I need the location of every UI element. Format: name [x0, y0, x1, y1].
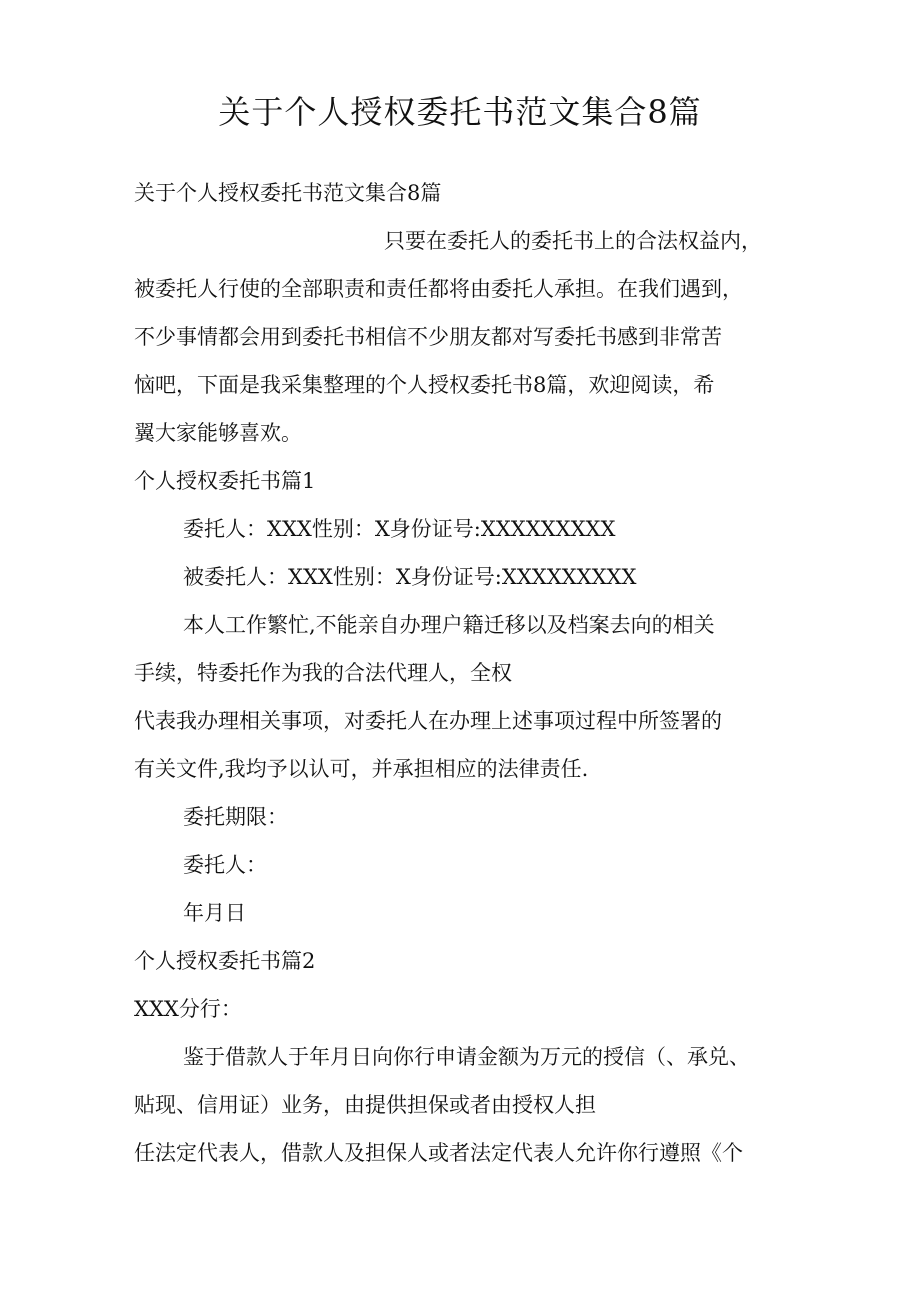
- section-heading: 个人授权委托书篇2: [134, 949, 316, 973]
- body-line: 委托期限：: [183, 805, 288, 829]
- body-line: 委托人：: [183, 853, 267, 877]
- body-line: 代表我办理相关事项，对委托人在办理上述事项过程中所签署的: [134, 709, 722, 733]
- body-line: 翼大家能够喜欢。: [134, 421, 302, 445]
- body-line: 委托人：XXX性别：X身份证号:XXXXXXXXX: [183, 517, 616, 541]
- body-line: 被委托人：XXX性别：X身份证号:XXXXXXXXX: [183, 565, 637, 589]
- section-heading: 个人授权委托书篇1: [134, 469, 316, 493]
- body-line: 有关文件,我均予以认可，并承担相应的法律责任.: [134, 757, 589, 781]
- intro-heading: 关于个人授权委托书范文集合8篇: [134, 181, 442, 205]
- body-line: 本人工作繁忙,不能亲自办理户籍迁移以及档案去向的相关: [183, 613, 715, 637]
- body-line: XXX分行：: [134, 997, 242, 1021]
- body-line: 只要在委托人的委托书上的合法权益内，: [384, 229, 762, 253]
- body-line: 贴现、信用证）业务，由提供担保或者由授权人担: [134, 1093, 596, 1117]
- body-line: 手续，特委托作为我的合法代理人，全权: [134, 661, 512, 685]
- body-line: 任法定代表人，借款人及担保人或者法定代表人允许你行遵照《个: [134, 1141, 743, 1165]
- body-line: 被委托人行使的全部职责和责任都将由委托人承担。在我们遇到，: [134, 277, 743, 301]
- body-line: 不少事情都会用到委托书相信不少朋友都对写委托书感到非常苦: [134, 325, 722, 349]
- body-line: 鉴于借款人于年月日向你行申请金额为万元的授信（、承兑、: [183, 1045, 750, 1069]
- body-line: 年月日: [183, 901, 246, 925]
- document-title: 关于个人授权委托书范文集合8篇: [218, 93, 702, 131]
- body-line: 恼吧，下面是我采集整理的个人授权委托书8篇，欢迎阅读，希: [134, 373, 715, 397]
